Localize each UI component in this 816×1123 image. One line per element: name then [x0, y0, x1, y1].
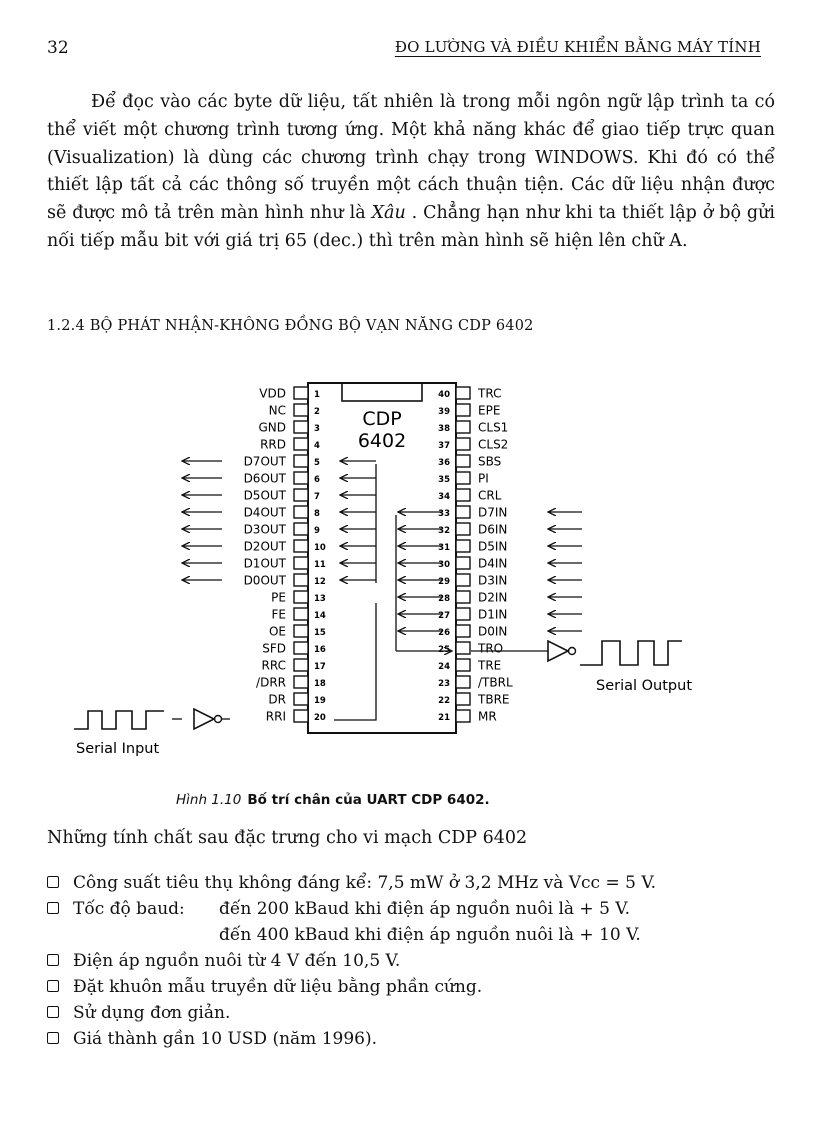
pin-number: 19 [314, 696, 326, 706]
feature-list [47, 870, 656, 1052]
pin-square [294, 404, 308, 416]
rri-internal-line [334, 603, 376, 720]
baud-label: Tốc độ baud: [73, 899, 185, 919]
pin-square [456, 523, 470, 535]
list-item [47, 948, 656, 974]
pin-square [456, 659, 470, 671]
feature-text: Sử dụng đơn giản. [73, 1003, 231, 1023]
pin-number: 22 [438, 696, 450, 706]
intro-line: . Chẳng hạn như khi ta thiết lập ở bộ gửi nối tiếp mẫu bit với giá [47, 203, 775, 251]
pin-label: DR [268, 692, 286, 707]
serial-output-label: Serial Output [596, 678, 693, 694]
intro-paragraph [47, 89, 775, 256]
pin-label: RRC [261, 658, 286, 673]
pin-label: D0IN [478, 624, 508, 639]
pin-square [456, 540, 470, 552]
pin-label: CRL [478, 488, 502, 503]
pin-label: FE [271, 607, 286, 622]
pin-label: D5IN [478, 539, 508, 554]
pin-number: 39 [438, 407, 450, 417]
pin-number: 40 [438, 390, 450, 400]
pin-label: SFD [262, 641, 286, 656]
pin-square [456, 557, 470, 569]
pin-number: 9 [314, 526, 320, 536]
pin-square [294, 472, 308, 484]
pin-square [294, 489, 308, 501]
pin-square [456, 387, 470, 399]
list-item [47, 870, 656, 896]
pin-square [456, 693, 470, 705]
pin-label: /DRR [256, 675, 286, 690]
chip-notch [342, 383, 422, 401]
pin-square [456, 455, 470, 467]
checkbox-icon [47, 1032, 59, 1044]
pin-number: 7 [314, 492, 320, 502]
pin-square [294, 693, 308, 705]
pin-label: OE [268, 624, 286, 639]
inverter-buffer-icon [548, 641, 568, 661]
pin-number: 13 [314, 594, 326, 604]
pin-number: 16 [314, 645, 326, 655]
pin-label: D7IN [478, 505, 508, 520]
pin-label: RRI [265, 709, 286, 724]
checkbox-icon [47, 980, 59, 992]
pin-number: 14 [314, 611, 326, 621]
pin-label: CLS1 [478, 420, 509, 435]
pin-number: 6 [314, 475, 320, 485]
pin-number: 32 [438, 526, 450, 536]
pin-label: CLS2 [478, 437, 509, 452]
features-intro: Những tính chất sau đặc trưng cho vi mạch CDP 6402 [47, 828, 528, 848]
pin-number: 21 [438, 713, 450, 723]
pin-label: D2OUT [243, 539, 286, 554]
pin-square [294, 625, 308, 637]
signal-arrows [182, 461, 582, 631]
chip-name: CDP [362, 408, 402, 430]
checkbox-icon [47, 876, 59, 888]
pin-square [294, 540, 308, 552]
pin-number: 24 [438, 662, 450, 672]
right-pin-group [438, 387, 513, 724]
figure-label: Hình 1.10 [176, 792, 242, 808]
pin-label: VDD [259, 386, 286, 401]
pin-label: RRD [260, 437, 286, 452]
pin-square [456, 489, 470, 501]
pin-square [456, 676, 470, 688]
pin-label: /TBRL [478, 675, 513, 690]
pin-label: TRO [478, 641, 504, 656]
pin-label: NC [268, 403, 286, 418]
pin-square [294, 574, 308, 586]
intro-line: Để đọc vào các byte dữ liệu, tất nhiên là trong mỗi ngôn ngữ lập [91, 92, 675, 112]
pin-number: 35 [438, 475, 450, 485]
pin-square [456, 591, 470, 603]
pin-number: 17 [314, 662, 326, 672]
pin-square [294, 438, 308, 450]
running-header: ĐO LƯỜNG VÀ ĐIỀU KHIỂN BẰNG MÁY TÍNH [394, 38, 761, 56]
list-item [47, 896, 656, 948]
pin-number: 29 [438, 577, 450, 587]
pin-number: 3 [314, 424, 320, 434]
uart-pinout-diagram [70, 375, 710, 765]
pin-label: D4IN [478, 556, 508, 571]
pin-square [294, 557, 308, 569]
intro-emphasis: Xâu [371, 203, 406, 224]
checkbox-icon [47, 902, 59, 914]
pin-number: 10 [314, 543, 326, 553]
pin-number: 20 [314, 713, 326, 723]
intro-line: giao tiếp trực quan (Visualization) là dùng các chương trình chạy trong [47, 119, 775, 168]
pin-label: D1OUT [243, 556, 286, 571]
pin-square [294, 387, 308, 399]
list-item [47, 1000, 656, 1026]
pin-number: 4 [314, 441, 320, 451]
feature-text: Đặt khuôn mẫu truyền dữ liệu bằng phần cứng. [73, 977, 483, 997]
pin-number: 30 [438, 560, 450, 570]
pin-label: D6IN [478, 522, 508, 537]
pin-label: PE [271, 590, 286, 605]
pin-label: D2IN [478, 590, 508, 605]
chip-number: 6402 [357, 430, 407, 452]
pin-label: SBS [478, 454, 502, 469]
feature-text [73, 896, 641, 948]
pin-number: 37 [438, 441, 450, 451]
pin-square [294, 591, 308, 603]
pin-number: 1 [314, 390, 320, 400]
pin-number: 5 [314, 458, 320, 468]
pin-label: D3IN [478, 573, 508, 588]
pin-number: 15 [314, 628, 326, 638]
pin-number: 8 [314, 509, 320, 519]
page-number: 32 [47, 38, 69, 58]
pin-label: EPE [478, 403, 501, 418]
pin-label: D4OUT [243, 505, 286, 520]
figure-title: Bố trí chân của UART CDP 6402. [247, 792, 490, 808]
pin-square [456, 625, 470, 637]
pin-label: D5OUT [243, 488, 286, 503]
pin-label: D1IN [478, 607, 508, 622]
list-item [47, 1026, 656, 1052]
feature-text: Giá thành gần 10 USD (năm 1996). [73, 1029, 378, 1049]
pin-number: 33 [438, 509, 450, 519]
pin-square [294, 421, 308, 433]
pin-number: 38 [438, 424, 450, 434]
pin-number: 23 [438, 679, 450, 689]
pin-number: 18 [314, 679, 326, 689]
pin-square [456, 472, 470, 484]
pin-square [456, 404, 470, 416]
pin-square [456, 608, 470, 620]
serial-output-waveform [580, 641, 682, 665]
pin-square [294, 642, 308, 654]
pin-square [456, 710, 470, 722]
pin-square [294, 506, 308, 518]
pin-square [294, 710, 308, 722]
input-buffer-icon [194, 709, 214, 729]
pin-square [456, 421, 470, 433]
pin-number: 27 [438, 611, 450, 621]
pin-square [294, 455, 308, 467]
pin-label: TRE [478, 658, 502, 673]
section-heading: 1.2.4 BỘ PHÁT NHẬN-KHÔNG ĐỒNG BỘ VẠN NĂNG CDP 6402 [47, 318, 534, 334]
pin-square [294, 523, 308, 535]
pin-square [456, 506, 470, 518]
pin-label: D3OUT [243, 522, 286, 537]
pin-number: 26 [438, 628, 450, 638]
pin-square [294, 608, 308, 620]
pin-label: D7OUT [243, 454, 286, 469]
baud-line-1: đến 200 kBaud khi điện áp nguồn nuôi là + 5 V. [219, 899, 631, 919]
pin-label: MR [478, 709, 497, 724]
serial-input-label: Serial Input [76, 741, 160, 757]
pin-square [456, 574, 470, 586]
pin-number: 2 [314, 407, 320, 417]
pin-square [294, 676, 308, 688]
pin-label: TBRE [478, 692, 510, 707]
pin-number: 28 [438, 594, 450, 604]
intro-line: WINDOWS. Khi đó có thể thiết lập tất cả các thông số truyền một cách [47, 147, 775, 196]
pin-square [294, 659, 308, 671]
pin-number: 11 [314, 560, 326, 570]
pin-square [456, 642, 470, 654]
pin-label: GND [258, 420, 286, 435]
pin-label: D0OUT [243, 573, 286, 588]
intro-line: thuận tiện. Các dữ liệu nhận được sẽ được mô tả trên màn hình như là [47, 175, 775, 224]
pin-square [456, 438, 470, 450]
pin-label: TRC [478, 386, 502, 401]
pin-number: 31 [438, 543, 450, 553]
baud-line-2: đến 400 kBaud khi điện áp nguồn nuôi là + 10 V. [219, 925, 641, 945]
checkbox-icon [47, 954, 59, 966]
feature-text: Công suất tiêu thụ không đáng kể: 7,5 mW ở 3,2 MHz và Vcc = 5 V. [73, 873, 657, 893]
intro-line: trị 65 (dec.) thì trên màn hình sẽ hiện lên chữ A. [258, 230, 688, 251]
checkbox-icon [47, 1006, 59, 1018]
pin-label: D6OUT [243, 471, 286, 486]
pin-label: PI [478, 471, 489, 486]
figure-caption [176, 792, 490, 808]
intro-line: trình ta có thể viết một chương trình tương ứng. Một khả năng khác để [47, 92, 775, 140]
feature-text: Điện áp nguồn nuôi từ 4 V đến 10,5 V. [73, 951, 401, 971]
pin-number: 36 [438, 458, 450, 468]
left-pin-group [244, 387, 326, 724]
pin-number: 34 [438, 492, 450, 502]
list-item [47, 974, 656, 1000]
serial-input-waveform [74, 711, 164, 729]
pin-number: 12 [314, 577, 326, 587]
pin-number: 25 [438, 645, 450, 655]
